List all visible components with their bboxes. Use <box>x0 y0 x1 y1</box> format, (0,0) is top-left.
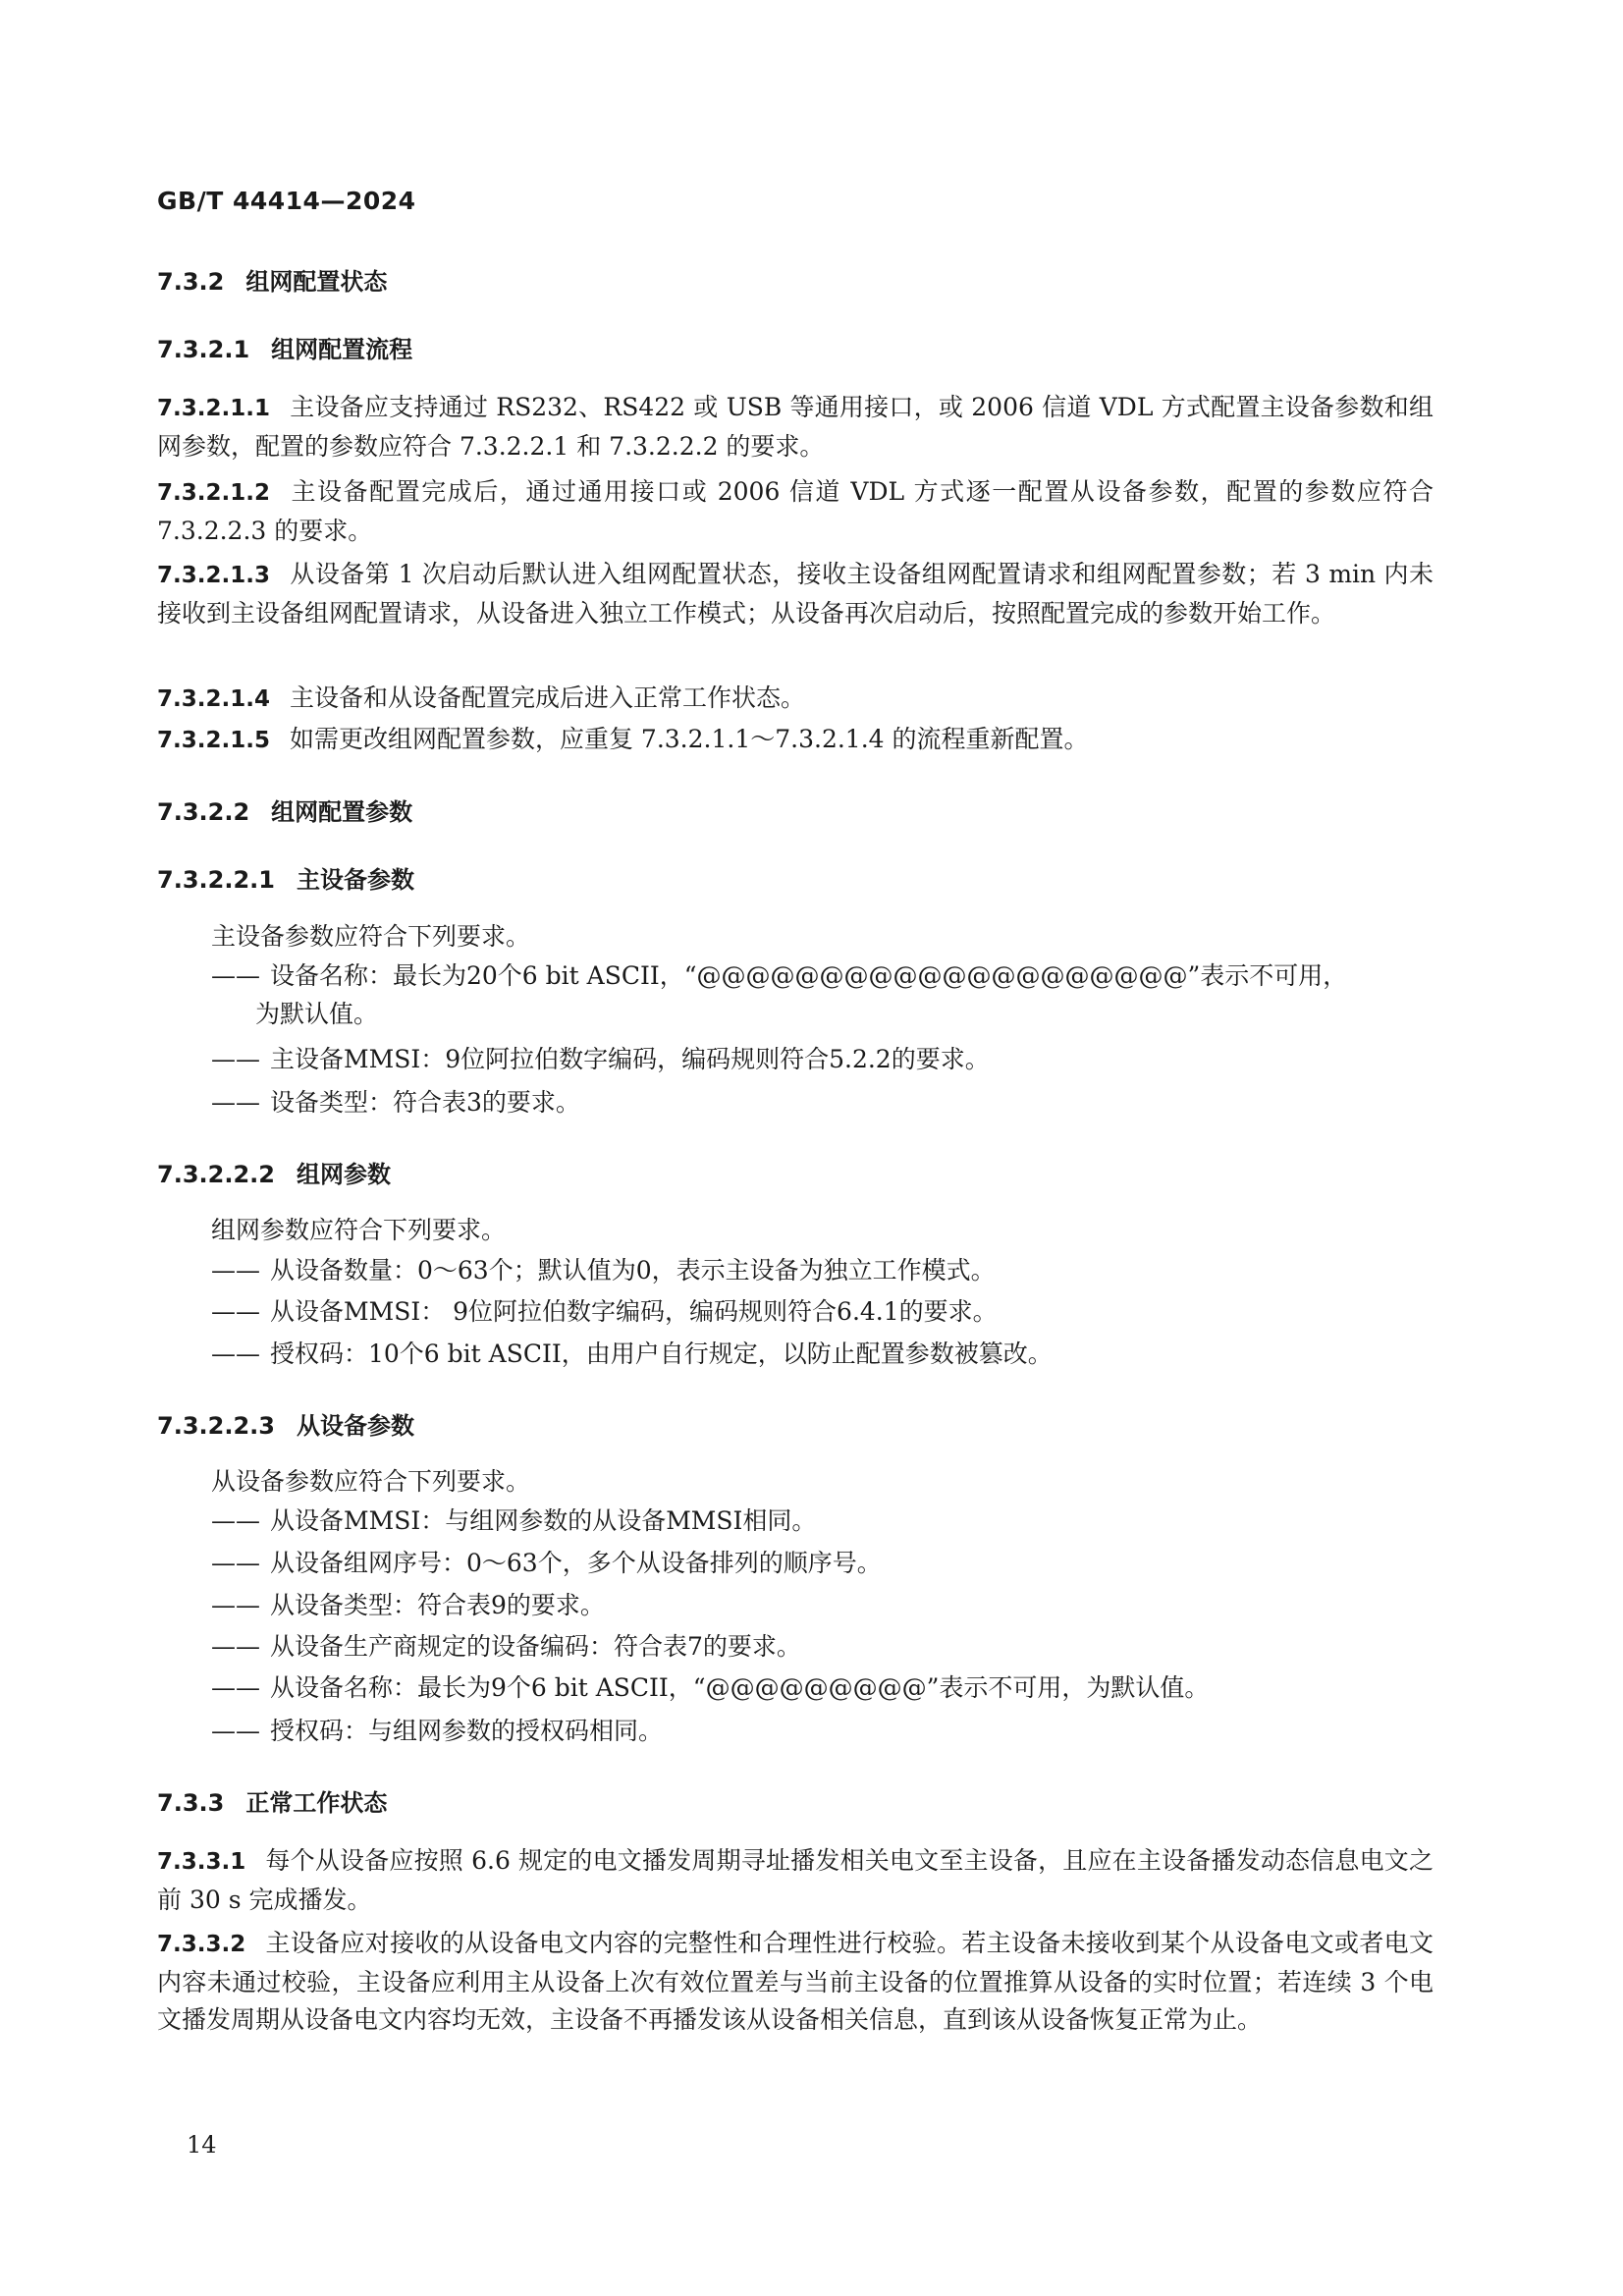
list-dash: —— <box>211 1632 260 1661</box>
heading-7-3-2-2-3 <box>157 1406 414 1441</box>
heading-title: 正常工作状态 <box>245 1789 388 1817</box>
list-dash: —— <box>211 1088 260 1117</box>
list-item <box>211 1336 1434 1374</box>
clause-text: 从设备第 1 次启动后默认进入组网配置状态，接收主设备组网配置请求和组网配置参数；若 3 min 内未接收到主设备组网配置请求，从设备进入独立工作模式；从设备再次启动后，按照配置完成的参数开始工作。 <box>157 560 1434 628</box>
list-item <box>211 1628 1434 1667</box>
heading-7-3-2-2-1 <box>157 860 414 895</box>
list-item-text: 设备类型：符合表3的要求。 <box>270 1088 580 1117</box>
list-dash: —— <box>211 1549 260 1577</box>
clause-7-3-2-1-3 <box>157 556 1434 632</box>
heading-title: 组网配置状态 <box>245 268 388 296</box>
list-dash: —— <box>211 1673 260 1702</box>
clause-text: 主设备应对接收的从设备电文内容的完整性和合理性进行校验。若主设备未接收到某个从设备电文或者电文内容未通过校验，主设备应利用主从设备上次有效位置差与当前主设备的位置推算从设备的实时位置；若连续 3 个电文播发周期从设备电文内容均无效，主设备不再播发该从设备相关信息，直到该从设备恢复正常为止。 <box>157 1929 1434 2034</box>
list-item <box>211 1084 1434 1122</box>
list-item-continuation: 为默认值。 <box>255 999 379 1028</box>
clause-number: 7.3.2.1.3 <box>157 563 270 588</box>
list-dash: —— <box>211 1045 260 1073</box>
list-lead: 从设备参数应符合下列要求。 <box>211 1467 531 1496</box>
list-item <box>211 1293 1434 1332</box>
list-item <box>211 1713 1434 1751</box>
clause-text: 主设备配置完成后，通过通用接口或 2006 信道 VDL 方式逐一配置从设备参数，配置的参数应符合 7.3.2.2.3 的要求。 <box>157 477 1434 545</box>
heading-number: 7.3.2 <box>157 268 225 296</box>
list-dash: —— <box>211 1339 260 1368</box>
heading-number: 7.3.2.2.2 <box>157 1161 275 1188</box>
page-number: 14 <box>187 2131 217 2159</box>
clause-7-3-2-1-5 <box>157 721 1434 760</box>
list-item-text: 从设备数量：0～63个；默认值为0，表示主设备为独立工作模式。 <box>270 1256 996 1285</box>
list-item <box>211 957 1434 1033</box>
list-dash: —— <box>211 1717 260 1745</box>
heading-title: 从设备参数 <box>296 1412 414 1440</box>
clause-text: 每个从设备应按照 6.6 规定的电文播发周期寻址播发相关电文至主设备，且应在主设备播发动态信息电文之前 30 s 完成播发。 <box>157 1846 1434 1914</box>
list-item <box>211 1252 1434 1290</box>
list-dash: —— <box>211 961 260 990</box>
heading-7-3-2-1 <box>157 330 412 364</box>
heading-number: 7.3.2.2 <box>157 798 250 826</box>
list-lead: 主设备参数应符合下列要求。 <box>211 922 531 951</box>
list-dash: —— <box>211 1591 260 1619</box>
clause-number: 7.3.2.1.2 <box>157 480 270 506</box>
standard-id: GB/T 44414—2024 <box>157 187 416 215</box>
list-item <box>211 1041 1434 1079</box>
list-item-text: 授权码：10个6 bit ASCII，由用户自行规定，以防止配置参数被篡改。 <box>270 1339 1053 1368</box>
list-item <box>211 1587 1434 1625</box>
list-dash: —— <box>211 1506 260 1535</box>
heading-7-3-2-2 <box>157 793 412 827</box>
list-item-text: 从设备生产商规定的设备编码：符合表7的要求。 <box>270 1632 801 1661</box>
clause-7-3-2-1-4 <box>157 680 1434 719</box>
heading-number: 7.3.2.1 <box>157 336 250 363</box>
list-item-text: 从设备MMSI： 9位阿拉伯数字编码，编码规则符合6.4.1的要求。 <box>270 1297 998 1326</box>
clause-7-3-2-1-2 <box>157 473 1434 550</box>
clause-number: 7.3.2.1.1 <box>157 396 270 421</box>
list-item-text: 从设备类型：符合表9的要求。 <box>270 1591 605 1619</box>
heading-title: 组网参数 <box>296 1161 391 1188</box>
clause-number: 7.3.2.1.4 <box>157 686 270 712</box>
clause-7-3-3-2 <box>157 1925 1434 2040</box>
clause-number: 7.3.3.2 <box>157 1932 246 1957</box>
heading-7-3-2-2-2 <box>157 1155 391 1189</box>
heading-number: 7.3.3 <box>157 1789 225 1817</box>
list-item-text: 从设备MMSI：与组网参数的从设备MMSI相同。 <box>270 1506 817 1535</box>
clause-text: 主设备应支持通过 RS232、RS422 或 USB 等通用接口，或 2006 信道 VDL 方式配置主设备参数和组网参数，配置的参数应符合 7.3.2.2.1 和 7.3.2.2.2 的要求。 <box>157 393 1434 461</box>
heading-7-3-3 <box>157 1783 387 1818</box>
heading-title: 主设备参数 <box>296 866 414 894</box>
clause-number: 7.3.2.1.5 <box>157 728 270 753</box>
list-item <box>211 1669 1434 1708</box>
list-item <box>211 1545 1434 1583</box>
list-lead: 组网参数应符合下列要求。 <box>211 1216 507 1244</box>
clause-text: 如需更改组网配置参数，应重复 7.3.2.1.1～7.3.2.1.4 的流程重新配置。 <box>289 725 1089 753</box>
list-item-text: 授权码：与组网参数的授权码相同。 <box>270 1717 664 1745</box>
list-item-text: 主设备MMSI：9位阿拉伯数字编码，编码规则符合5.2.2的要求。 <box>270 1045 990 1073</box>
heading-title: 组网配置流程 <box>271 336 413 363</box>
list-item-text: 从设备名称：最长为9个6 bit ASCII，“@@@@@@@@@”表示不可用，为默认值。 <box>270 1673 1210 1702</box>
list-item <box>211 1503 1434 1541</box>
clause-7-3-2-1-1 <box>157 389 1434 465</box>
clause-number: 7.3.3.1 <box>157 1849 246 1875</box>
clause-text: 主设备和从设备配置完成后进入正常工作状态。 <box>289 683 805 712</box>
heading-number: 7.3.2.2.3 <box>157 1412 275 1440</box>
clause-7-3-3-1 <box>157 1842 1434 1919</box>
heading-title: 组网配置参数 <box>271 798 413 826</box>
heading-7-3-2 <box>157 262 387 297</box>
list-dash: —— <box>211 1297 260 1326</box>
list-dash: —— <box>211 1256 260 1285</box>
list-item-text: 从设备组网序号：0～63个，多个从设备排列的顺序号。 <box>270 1549 882 1577</box>
list-item-text: 设备名称：最长为20个6 bit ASCII，“@@@@@@@@@@@@@@@@@@@@”表示不可用， <box>270 961 1348 990</box>
heading-number: 7.3.2.2.1 <box>157 866 275 894</box>
